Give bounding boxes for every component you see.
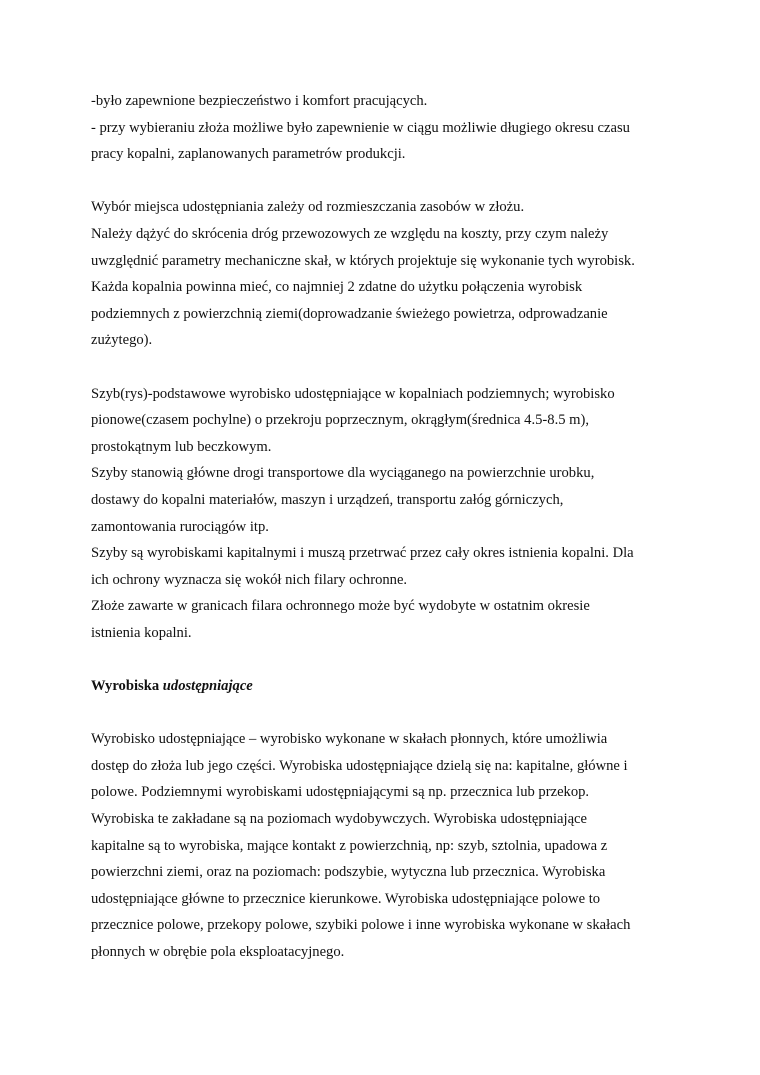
text-line: ich ochrony wyznacza się wokół nich filary ochronne.	[91, 571, 408, 588]
section-heading	[91, 673, 681, 700]
paragraph-spacer	[91, 700, 681, 727]
document-body	[91, 88, 681, 966]
text-line: kapitalne są to wyrobiska, mające kontakt z powierzchnią, np: szyb, sztolnia, upadowa z	[91, 837, 608, 854]
heading-italic-text: udostępniające	[162, 678, 253, 695]
text-line: polowe. Podziemnymi wyrobiskami udostępniającymi są np. przecznica lub przekop.	[91, 784, 590, 801]
text-line: prostokątnym lub beczkowym.	[91, 438, 272, 455]
text-line: Wyrobiska te zakładane są na poziomach wydobywczych. Wyrobiska udostępniające	[91, 811, 588, 828]
text-line: uwzględnić parametry mechaniczne skał, w których projektuje się wykonanie tych wyrobisk.	[91, 252, 635, 269]
text-line: pracy kopalni, zaplanowanych parametrów produkcji.	[91, 146, 406, 163]
text-line: - przy wybieraniu złoża możliwe było zapewnienie w ciągu możliwie długiego okresu czasu	[91, 119, 630, 136]
text-line: płonnych w obrębie pola eksploatacyjnego.	[91, 944, 345, 960]
paragraph-shafts	[91, 381, 681, 647]
paragraph-safety-production	[91, 88, 681, 168]
text-line: przecznice polowe, przekopy polowe, szybiki polowe i inne wyrobiska wykonane w skałach	[91, 917, 631, 934]
text-line: dostęp do złoża lub jego części. Wyrobiska udostępniające dzielą się na: kapitalne, główne i	[91, 757, 628, 774]
text-line: podziemnych z powierzchnią ziemi(doprowadzanie świeżego powietrza, odprowadzanie	[91, 305, 608, 322]
text-line: powierzchni ziemi, oraz na poziomach: podszybie, wytyczna lub przecznica. Wyrobiska	[91, 864, 606, 881]
text-line: Każda kopalnia powinna mieć, co najmniej 2 zdatne do użytku połączenia wyrobisk	[91, 279, 583, 296]
text-line: udostępniające główne to przecznice kierunkowe. Wyrobiska udostępniające polowe to	[91, 890, 601, 907]
text-line: pionowe(czasem pochylne) o przekroju poprzecznym, okrągłym(średnica 4.5-8.5 m),	[91, 412, 590, 429]
text-line: Należy dążyć do skrócenia dróg przewozowych ze względu na koszty, przy czym należy	[91, 225, 609, 242]
text-line: -było zapewnione bezpieczeństwo i komfort pracujących.	[91, 93, 428, 109]
text-line: Szyby są wyrobiskami kapitalnymi i muszą przetrwać przez cały okres istnienia kopalni. Dla	[91, 545, 634, 562]
paragraph-spacer	[91, 646, 681, 673]
text-line: istnienia kopalni.	[91, 624, 192, 641]
text-line: zamontowania rurociągów itp.	[91, 518, 269, 535]
paragraph-spacer	[91, 168, 681, 195]
text-line: Wyrobisko udostępniające – wyrobisko wykonane w skałach płonnych, które umożliwia	[91, 731, 608, 748]
paragraph-site-selection	[91, 194, 681, 354]
text-line: dostawy do kopalni materiałów, maszyn i urządzeń, transportu załóg górniczych,	[91, 491, 564, 508]
text-line: Szyb(rys)-podstawowe wyrobisko udostępniające w kopalniach podziemnych; wyrobisko	[91, 385, 615, 402]
heading-bold-text: Wyrobiska	[91, 678, 160, 695]
text-line: zużytego).	[91, 332, 153, 349]
paragraph-spacer	[91, 354, 681, 381]
text-line: Szyby stanowią główne drogi transportowe dla wyciąganego na powierzchnie urobku,	[91, 465, 595, 482]
text-line: Złoże zawarte w granicach filara ochronnego może być wydobyte w ostatnim okresie	[91, 598, 590, 615]
paragraph-access-workings	[91, 726, 681, 965]
text-line: Wybór miejsca udostępniania zależy od rozmieszczania zasobów w złożu.	[91, 199, 525, 216]
